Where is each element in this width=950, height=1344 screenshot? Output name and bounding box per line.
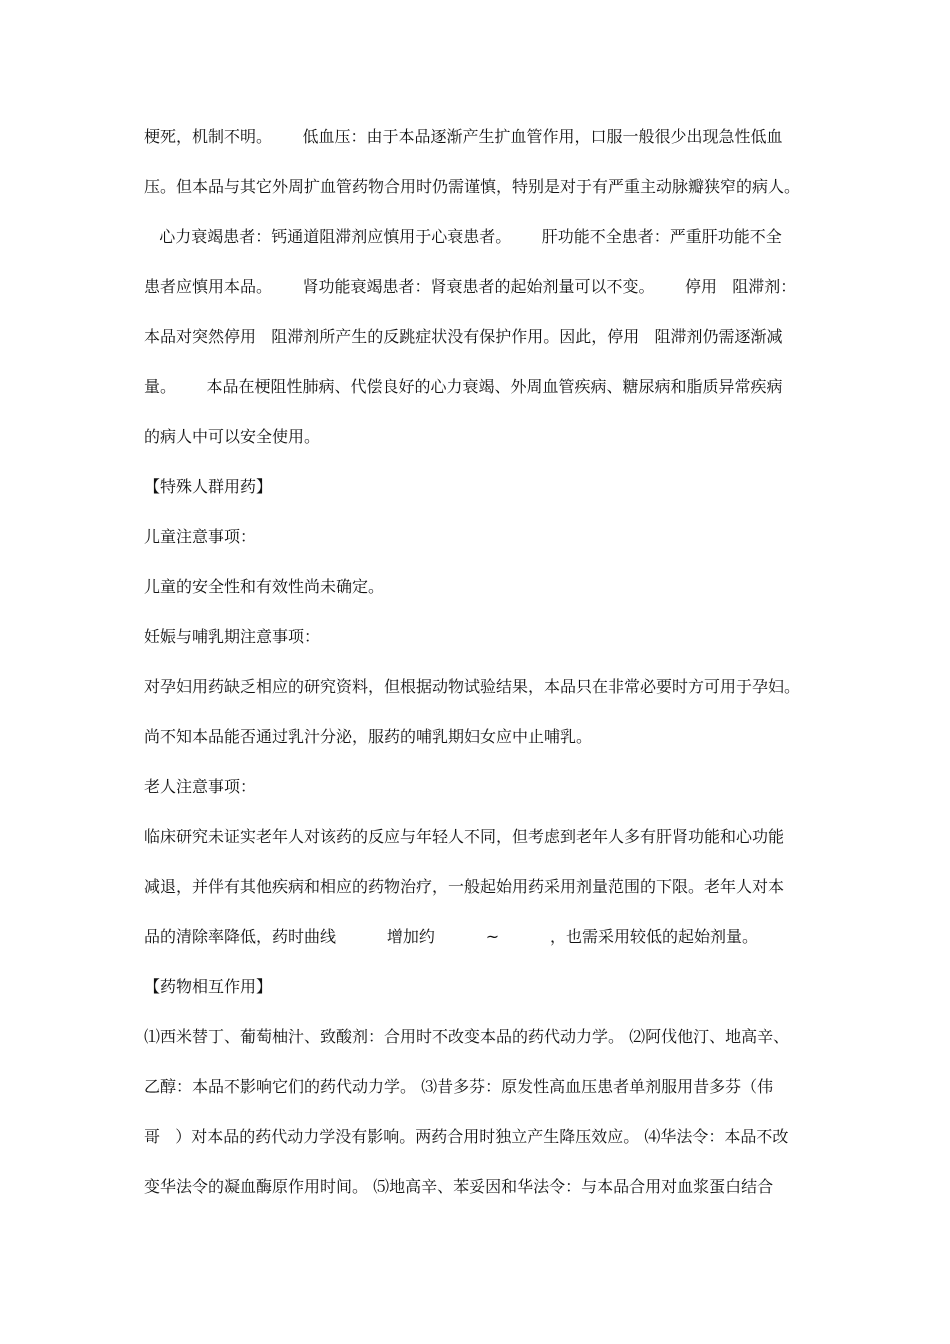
text-line: 本品对突然停用 阻滞剂所产生的反跳症状没有保护作用。因此，停用 阻滞剂仍需逐渐减 (144, 327, 783, 346)
text-line: 对孕妇用药缺乏相应的研究资料，但根据动物试验结果，本品只在非常必要时方可用于孕妇。 (144, 677, 801, 696)
text-line: 患者应慎用本品。 肾功能衰竭患者：肾衰患者的起始剂量可以不变。 停用 阻滞剂： (144, 277, 797, 296)
document-body (144, 112, 814, 1212)
subheading-pregnancy-lactation: 妊娠与哺乳期注意事项： (144, 627, 321, 646)
text-line: 品的清除率降低，药时曲线 增加约 ~ ，也需采用较低的起始剂量。 (144, 927, 758, 946)
text-line: 的病人中可以安全使用。 (144, 427, 321, 446)
text-line: 变华法令的凝血酶原作用时间。 ⑸地高辛、苯妥因和华法令：与本品合用对血浆蛋白结合 (144, 1177, 774, 1196)
section-heading-drug-interactions: 【药物相互作用】 (144, 977, 273, 996)
text-line: 尚不知本品能否通过乳汁分泌，服药的哺乳期妇女应中止哺乳。 (144, 727, 593, 746)
text-line: 儿童的安全性和有效性尚未确定。 (144, 577, 385, 596)
subheading-elderly: 老人注意事项： (144, 777, 257, 796)
text-line: 哥 ）对本品的药代动力学没有影响。两药合用时独立产生降压效应。 ⑷华法令：本品不改 (144, 1127, 789, 1146)
text-line: 乙醇：本品不影响它们的药代动力学。 ⑶昔多芬：原发性高血压患者单剂服用昔多芬（伟 (144, 1077, 774, 1096)
text-line: 减退，并伴有其他疾病和相应的药物治疗，一般起始用药采用剂量范围的下限。老年人对本 (144, 877, 785, 896)
section-heading-special-populations: 【特殊人群用药】 (144, 477, 273, 496)
text-line: 压。但本品与其它外周扩血管药物合用时仍需谨慎，特别是对于有严重主动脉瓣狭窄的病人。 (144, 177, 801, 196)
text-line: 心力衰竭患者：钙通道阻滞剂应慎用于心衰患者。 肝功能不全患者：严重肝功能不全 (144, 227, 782, 246)
text-line: 梗死，机制不明。 低血压：由于本品逐渐产生扩血管作用，口服一般很少出现急性低血 (144, 127, 783, 146)
text-line: 量。 本品在梗阻性肺病、代偿良好的心力衰竭、外周血管疾病、糖尿病和脂质异常疾病 (144, 377, 783, 396)
text-line: 临床研究未证实老年人对该药的反应与年轻人不同，但考虑到老年人多有肝肾功能和心功能 (144, 827, 785, 846)
text-line: ⑴西米替丁、葡萄柚汁、致酸剂：合用时不改变本品的药代动力学。 ⑵阿伐他汀、地高辛、 (144, 1027, 790, 1046)
subheading-children: 儿童注意事项： (144, 527, 257, 546)
